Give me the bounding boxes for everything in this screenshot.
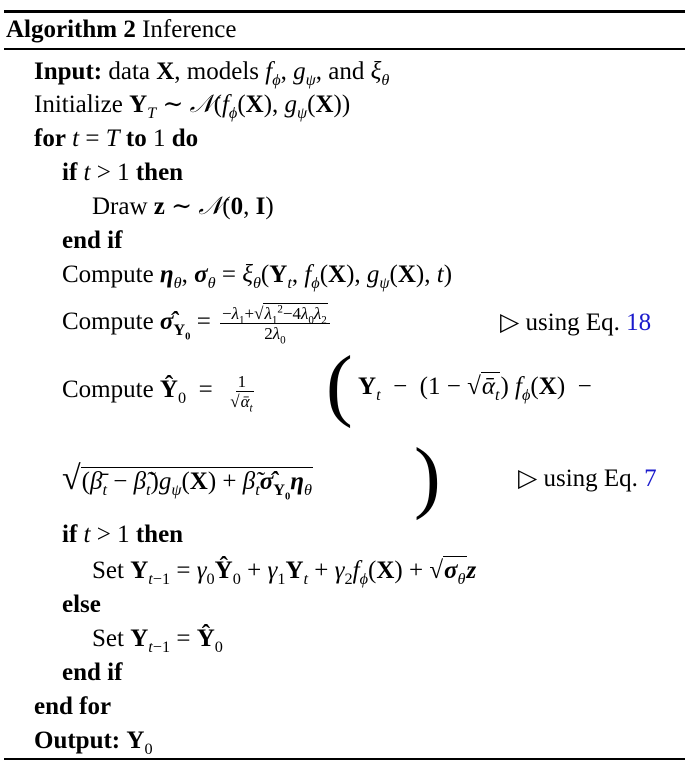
for-keyword: for	[34, 125, 66, 152]
input-text: data	[108, 58, 157, 85]
algorithm-number: Algorithm 2	[6, 16, 136, 43]
model-f: $f_\phi$	[265, 58, 281, 89]
set-line-1: Set $Y_{t-1}$ = $\gamma_0Ŷ_0 + \gamma_1Y_t + \gamma_2f_\phi(X) + √\sigma_\theta z$	[92, 557, 477, 588]
set-keyword: Set	[92, 557, 124, 584]
if-keyword: if	[62, 159, 78, 186]
else-line	[62, 590, 101, 620]
to-keyword: to	[125, 125, 147, 152]
comment-eq18: ▷ using Eq. 18	[500, 309, 652, 336]
input-x: X	[156, 58, 175, 85]
compute-keyword: Compute	[62, 308, 154, 336]
do-keyword: do	[171, 125, 199, 152]
endfor-keyword: end for	[34, 693, 112, 720]
bottom-rule	[4, 758, 685, 760]
left-big-paren: (	[326, 341, 353, 429]
endif-keyword: end if	[62, 227, 123, 254]
endif-keyword: end if	[62, 659, 123, 686]
eq7-link[interactable]: 7	[644, 465, 657, 492]
right-big-paren: )	[414, 433, 441, 521]
if-line-2: if t > 1 then	[62, 521, 184, 548]
compute-sigma-line: Compute $\sigmâ_{Y_0}$ = $\frac{-\lambda_1+√\lambda_1^2-4\lambda_0\lambda_2}{2\lambda_0}$	[62, 304, 333, 343]
initialize-keyword: Initialize	[34, 91, 123, 118]
compute-eta-line: Compute $\eta_\theta$, $\sigma_\theta = \xi_\theta(Y_t$, $f_\phi(X)$, $g_\psi(X)$, t)	[62, 261, 453, 292]
endif-line-2	[62, 658, 122, 688]
compute-y0-line-cont: $Y_t - (1$ − √ᾱ$_t$) $f_\phi(X)$ −	[358, 373, 592, 404]
output-line: Output: $Y_0$	[34, 727, 153, 758]
if-keyword: if	[62, 521, 78, 548]
compute-y0-line-2: $√(\betā_t$ − $\betã_t)g_\psi(X)$ + $\betã_t\sigmâ_{Y_0}\eta_\theta$	[62, 460, 312, 503]
draw-keyword: Draw	[92, 193, 148, 220]
then-keyword: then	[135, 521, 184, 548]
model-g: $g_\psi$	[293, 58, 316, 89]
algorithm-title: Inference	[142, 16, 237, 43]
then-keyword: then	[135, 159, 184, 186]
if-line-1: if t > 1 then	[62, 159, 184, 186]
caption-rule	[4, 48, 685, 50]
input-keyword: Input:	[34, 58, 103, 85]
output-keyword: Output:	[34, 727, 121, 754]
set-line-2: Set $Y_{t-1}$ = $Ŷ_0$	[92, 625, 223, 656]
compute-keyword: Compute	[62, 261, 154, 288]
y0-fraction: $\frac{1}{√ᾱ_t}$	[230, 372, 253, 415]
endif-line-1	[62, 226, 122, 256]
model-xi: $\xi_\theta$	[370, 58, 390, 89]
sigma-fraction: $\frac{-\lambda_1+√\lambda_1^2-4\lambda_0\lambda_2}{2\lambda_0}$	[220, 304, 330, 343]
compute-keyword: Compute	[62, 376, 154, 404]
else-keyword: else	[62, 591, 101, 618]
comment-eq7: ▷ using Eq. 7	[518, 465, 657, 492]
top-rule	[4, 10, 685, 13]
input-line: Input: data X, models $f_\phi$, $g_\psi$, and $\xi_\theta$	[34, 58, 390, 89]
algorithm-caption	[6, 15, 236, 45]
endfor-line	[34, 692, 111, 722]
compute-y0-line: Compute $Ŷ_0$ = $\frac{1}{√ᾱ_t}$	[62, 372, 259, 411]
eq18-link[interactable]: 18	[626, 309, 652, 336]
input-text-2: , models	[174, 58, 266, 85]
set-keyword: Set	[92, 625, 124, 652]
for-line: for t = T to 1 do	[34, 125, 199, 152]
input-text-3: , and	[315, 58, 371, 85]
draw-line: Draw z ∼ 𝒩(0, I)	[92, 193, 274, 220]
initialize-line: Initialize $Y_T$ ∼ $𝒩(f_\phi(X)$, $g_\psi(X)$)	[34, 91, 351, 122]
